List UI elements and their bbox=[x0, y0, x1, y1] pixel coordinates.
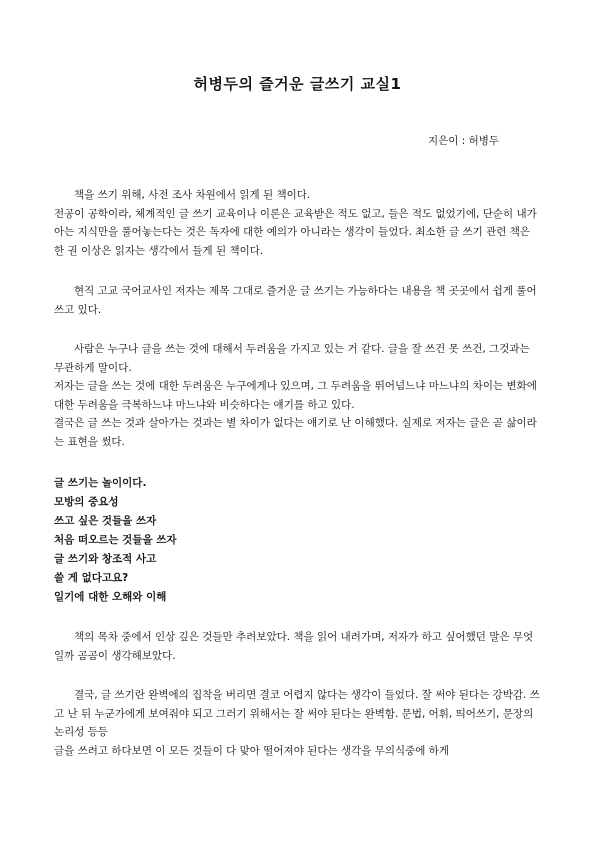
chapter-item: 글 쓰기는 놀이이다. bbox=[54, 477, 147, 489]
paragraph: 글을 쓰려고 하다보면 이 모든 것들이 다 맞아 떨어져야 된다는 생각을 무의식중에 하게 bbox=[54, 744, 450, 757]
paragraph: 결국, 글 쓰기란 완벽에의 집착을 버리면 결코 어렵지 않다는 생각이 들었다. 잘 써야 된다는 강박감. 쓰고 난 뒤 누군가에게 보여줘야 되고 그러기 위해서는 잘 써야 된다는 완벽함. 문법, 어휘, 띄어쓰기, 문장의 논리성 등등 bbox=[54, 689, 540, 738]
section-intro bbox=[54, 186, 542, 260]
section-summary bbox=[54, 282, 542, 319]
paragraph: 사람은 누구나 글을 쓰는 것에 대해서 두려움을 가지고 있는 거 같다. 글을 잘 쓰건 못 쓰건, 그것과는 무관하게 말이다. bbox=[54, 343, 530, 374]
section-conclusion bbox=[54, 686, 542, 760]
section-toc-reflection bbox=[54, 628, 542, 665]
chapter-item: 모방의 중요성 bbox=[54, 496, 119, 508]
chapter-item: 쓰고 싶은 것들을 쓰자 bbox=[54, 515, 157, 527]
paragraph: 전공이 공학이라, 체계적인 글 쓰기 교육이나 이론은 교육받은 적도 없고, 들은 적도 없었기에, 단순히 내가 아는 지식만을 풀어놓는다는 것은 독자에 대한 예의가 아니라는 생각이 들었다. 최소한 글 쓰기 관련 책은 한 권 이상은 읽자는 생각에서 들게 된 책이다. bbox=[54, 207, 537, 257]
paragraph: 책의 목차 중에서 인상 깊은 것들만 추려보았다. 책을 읽어 내려가며, 저자가 하고 싶어했던 말은 무엇일까 곰곰이 생각해보았다. bbox=[54, 631, 534, 662]
chapter-list bbox=[54, 474, 542, 607]
chapter-item: 쓸 게 없다고요? bbox=[54, 572, 129, 584]
section-fear-of-writing bbox=[54, 340, 542, 451]
paragraph: 결국은 글 쓰는 것과 살아가는 것과는 별 차이가 없다는 얘기로 난 이해했다. 실제로 저자는 글은 곧 삶이라는 표현을 썼다. bbox=[54, 417, 537, 448]
chapter-item: 처음 떠오르는 것들을 쓰자 bbox=[54, 534, 177, 546]
author-line: 지은이 : 허병두 bbox=[428, 135, 500, 147]
chapter-item: 글 쓰기와 창조적 사고 bbox=[54, 553, 157, 565]
paragraph: 책을 쓰기 위해, 사전 조사 차원에서 읽게 된 책이다. bbox=[74, 189, 311, 201]
document-title: 허병두의 즐거운 글쓰기 교실1 bbox=[193, 75, 402, 93]
paragraph: 현직 고교 국어교사인 저자는 제목 그대로 즐거운 글 쓰기는 가능하다는 내용을 책 곳곳에서 쉽게 풀어쓰고 있다. bbox=[54, 285, 537, 316]
chapter-item: 일기에 대한 오해와 이해 bbox=[54, 591, 167, 603]
paragraph: 저자는 글을 쓰는 것에 대한 두려움은 누구에게나 있으며, 그 두려움을 뛰어넘느냐 마느냐의 차이는 변화에 대한 두려움을 극복하느냐 마느냐와 비슷하다는 얘기를 하고 있다. bbox=[54, 380, 537, 411]
